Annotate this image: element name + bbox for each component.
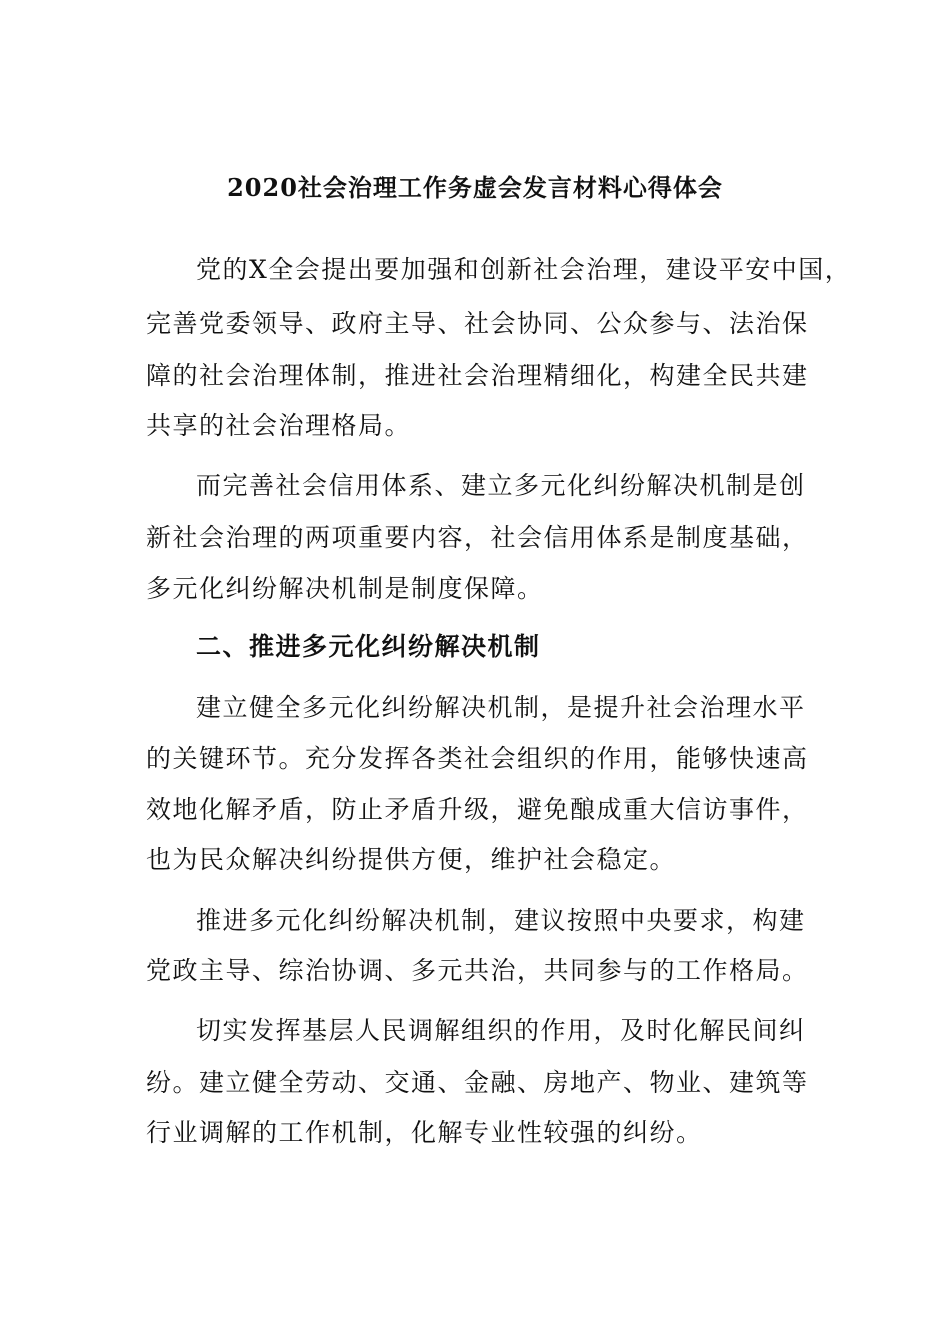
paragraph-2-line-2: 新社会治理的两项重要内容，社会信用体系是制度基础， — [146, 523, 809, 552]
paragraph-3-line-2: 的关键环节。充分发挥各类社会组织的作用，能够快速高 — [146, 744, 809, 773]
paragraph-4-line-2: 党政主导、综治协调、多元共治，共同参与的工作格局。 — [146, 956, 809, 985]
paragraph-2-line-3: 多元化纠纷解决机制是制度保障。 — [146, 574, 544, 603]
paragraph-1-line-4: 共享的社会治理格局。 — [146, 411, 412, 440]
paragraph-1-line-3: 障的社会治理体制，推进社会治理精细化，构建全民共建 — [146, 361, 809, 390]
paragraph-2-line-1: 而完善社会信用体系、建立多元化纠纷解决机制是创 — [196, 471, 806, 500]
section-heading-2: 二、推进多元化纠纷解决机制 — [196, 632, 541, 661]
paragraph-1-line-2: 完善党委领导、政府主导、社会协同、公众参与、法治保 — [146, 309, 809, 338]
paragraph-5-line-2: 纷。建立健全劳动、交通、金融、房地产、物业、建筑等 — [146, 1068, 809, 1097]
paragraph-3-line-3: 效地化解矛盾，防止矛盾升级，避免酿成重大信访事件， — [146, 795, 809, 824]
paragraph-4-line-1: 推进多元化纠纷解决机制，建议按照中央要求，构建 — [196, 906, 806, 935]
document-title: 2020社会治理工作务虚会发言材料心得体会 — [227, 173, 723, 202]
paragraph-5-line-1: 切实发挥基层人民调解组织的作用，及时化解民间纠 — [196, 1016, 806, 1045]
paragraph-5-line-3: 行业调解的工作机制，化解专业性较强的纠纷。 — [146, 1118, 703, 1147]
paragraph-1-line-1: 党的X全会提出要加强和创新社会治理，建设平安中国， — [196, 255, 852, 284]
paragraph-3-line-4: 也为民众解决纠纷提供方便，维护社会稳定。 — [146, 845, 677, 874]
paragraph-3-line-1: 建立健全多元化纠纷解决机制，是提升社会治理水平 — [196, 693, 806, 722]
